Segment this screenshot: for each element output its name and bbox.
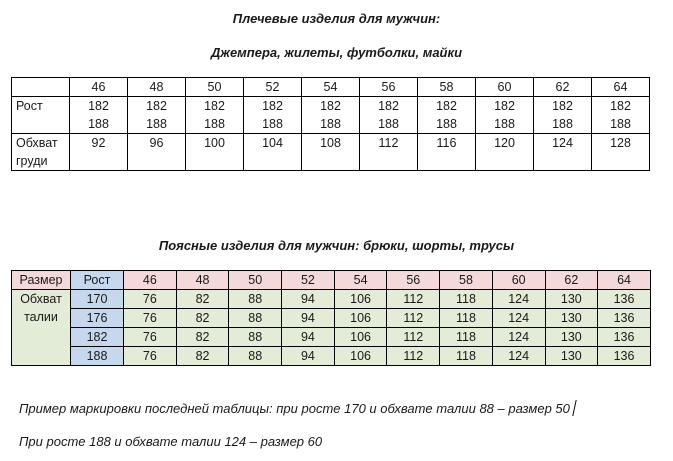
waist-cell: 88: [229, 309, 282, 328]
size-label: Размер: [12, 271, 71, 290]
height-cell: [534, 97, 592, 134]
waist-cell: 94: [282, 347, 335, 366]
waist-cell: 118: [440, 309, 493, 328]
height-value: 182: [378, 99, 399, 113]
waist-cell: 88: [229, 290, 282, 309]
size-cell: 62: [534, 78, 592, 97]
height-cell: [186, 97, 244, 134]
waist-cell: 82: [176, 290, 229, 309]
height-cell: 170: [71, 290, 124, 309]
height-value: 182: [436, 99, 457, 113]
size-cell: 62: [545, 271, 598, 290]
chest-label-line: груди: [16, 154, 48, 168]
height-value: 188: [494, 117, 515, 131]
size-cell: 52: [282, 271, 335, 290]
text-cursor: [572, 400, 576, 416]
table-row-height: [12, 97, 650, 134]
height-value: 188: [610, 117, 631, 131]
waist-cell: 76: [124, 309, 177, 328]
size-cell: 58: [418, 78, 476, 97]
waist-size-table: [11, 270, 651, 366]
title-shoulder-items: Плечевые изделия для мужчин:: [232, 11, 441, 26]
size-cell: 48: [128, 78, 186, 97]
empty-cell: [12, 78, 70, 97]
height-cell: [360, 97, 418, 134]
size-cell: 60: [492, 271, 545, 290]
height-cell: [244, 97, 302, 134]
waist-cell: 94: [282, 328, 335, 347]
height-label: Рост: [12, 97, 70, 134]
size-cell: 54: [302, 78, 360, 97]
waist-cell: 118: [440, 328, 493, 347]
chest-cell: 104: [244, 134, 302, 171]
size-cell: 64: [598, 271, 651, 290]
chest-cell: 108: [302, 134, 360, 171]
waist-cell: 130: [545, 347, 598, 366]
waist-cell: 112: [387, 328, 440, 347]
waist-cell: 76: [124, 347, 177, 366]
chest-cell: 96: [128, 134, 186, 171]
table-row-chest: [12, 134, 650, 171]
table-row-waist: [12, 309, 651, 328]
chest-cell: 112: [360, 134, 418, 171]
height-cell: [418, 97, 476, 134]
table-row-header: [12, 271, 651, 290]
size-cell: 48: [176, 271, 229, 290]
height-cell: 188: [71, 347, 124, 366]
size-cell: 64: [592, 78, 650, 97]
waist-cell: 88: [229, 328, 282, 347]
table-row-waist: [12, 328, 651, 347]
subtitle-shoulder-items: Джемпера, жилеты, футболки, майки: [210, 45, 463, 60]
waist-cell: 76: [124, 290, 177, 309]
waist-cell: 88: [229, 347, 282, 366]
waist-cell: 82: [176, 328, 229, 347]
chest-label-line: Обхват: [16, 136, 58, 150]
waist-cell: 130: [545, 290, 598, 309]
size-cell: 60: [476, 78, 534, 97]
waist-cell: 94: [282, 309, 335, 328]
waist-cell: 112: [387, 309, 440, 328]
title-waist-items: Поясные изделия для мужчин: брюки, шорты, трусы: [158, 238, 515, 253]
height-cell: 176: [71, 309, 124, 328]
waist-cell: 130: [545, 328, 598, 347]
size-cell: 50: [186, 78, 244, 97]
waist-cell: 106: [334, 309, 387, 328]
waist-cell: 124: [492, 290, 545, 309]
waist-cell: 136: [598, 347, 651, 366]
chest-cell: 124: [534, 134, 592, 171]
height-value: 188: [436, 117, 457, 131]
note-example-1: [19, 400, 575, 416]
height-value: 182: [610, 99, 631, 113]
note-example-2: При росте 188 и обхвате талии 124 – размер 60: [19, 434, 323, 449]
waist-label: [12, 290, 71, 366]
height-cell: [592, 97, 650, 134]
size-cell: 50: [229, 271, 282, 290]
waist-cell: 118: [440, 347, 493, 366]
height-value: 188: [552, 117, 573, 131]
height-value: 188: [88, 117, 109, 131]
height-value: 182: [320, 99, 341, 113]
waist-cell: 124: [492, 328, 545, 347]
table-row-waist: [12, 347, 651, 366]
waist-cell: 106: [334, 290, 387, 309]
height-cell: 182: [71, 328, 124, 347]
waist-label-line: Обхват: [20, 292, 62, 306]
waist-cell: 124: [492, 347, 545, 366]
chest-cell: 128: [592, 134, 650, 171]
waist-cell: 136: [598, 328, 651, 347]
height-value: 188: [204, 117, 225, 131]
height-value: 182: [204, 99, 225, 113]
height-header: Рост: [71, 271, 124, 290]
size-cell: 54: [334, 271, 387, 290]
chest-cell: 92: [70, 134, 128, 171]
size-cell: 56: [387, 271, 440, 290]
waist-cell: 112: [387, 347, 440, 366]
height-value: 188: [262, 117, 283, 131]
waist-cell: 136: [598, 309, 651, 328]
waist-cell: 106: [334, 347, 387, 366]
height-cell: [302, 97, 360, 134]
waist-cell: 82: [176, 309, 229, 328]
height-cell: [128, 97, 186, 134]
height-value: 182: [552, 99, 573, 113]
height-value: 188: [378, 117, 399, 131]
waist-cell: 130: [545, 309, 598, 328]
table-row-sizes: [12, 78, 650, 97]
height-value: 188: [320, 117, 341, 131]
chest-cell: 100: [186, 134, 244, 171]
waist-label-line: талии: [24, 310, 58, 324]
size-cell: 52: [244, 78, 302, 97]
size-cell: 58: [440, 271, 493, 290]
shoulder-size-table: [11, 77, 650, 171]
height-value: 182: [262, 99, 283, 113]
note-text: Пример маркировки последней таблицы: при росте 170 и обхвате талии 88 – размер 50: [19, 401, 570, 416]
chest-cell: 120: [476, 134, 534, 171]
height-cell: [476, 97, 534, 134]
waist-cell: 118: [440, 290, 493, 309]
size-cell: 46: [70, 78, 128, 97]
size-cell: 46: [124, 271, 177, 290]
height-value: 182: [146, 99, 167, 113]
chest-cell: 116: [418, 134, 476, 171]
waist-cell: 136: [598, 290, 651, 309]
size-cell: 56: [360, 78, 418, 97]
height-cell: [70, 97, 128, 134]
height-value: 182: [88, 99, 109, 113]
table-row-waist: [12, 290, 651, 309]
waist-cell: 106: [334, 328, 387, 347]
chest-label: [12, 134, 70, 171]
waist-cell: 82: [176, 347, 229, 366]
waist-cell: 76: [124, 328, 177, 347]
height-value: 182: [494, 99, 515, 113]
waist-cell: 124: [492, 309, 545, 328]
waist-cell: 112: [387, 290, 440, 309]
waist-cell: 94: [282, 290, 335, 309]
height-value: 188: [146, 117, 167, 131]
